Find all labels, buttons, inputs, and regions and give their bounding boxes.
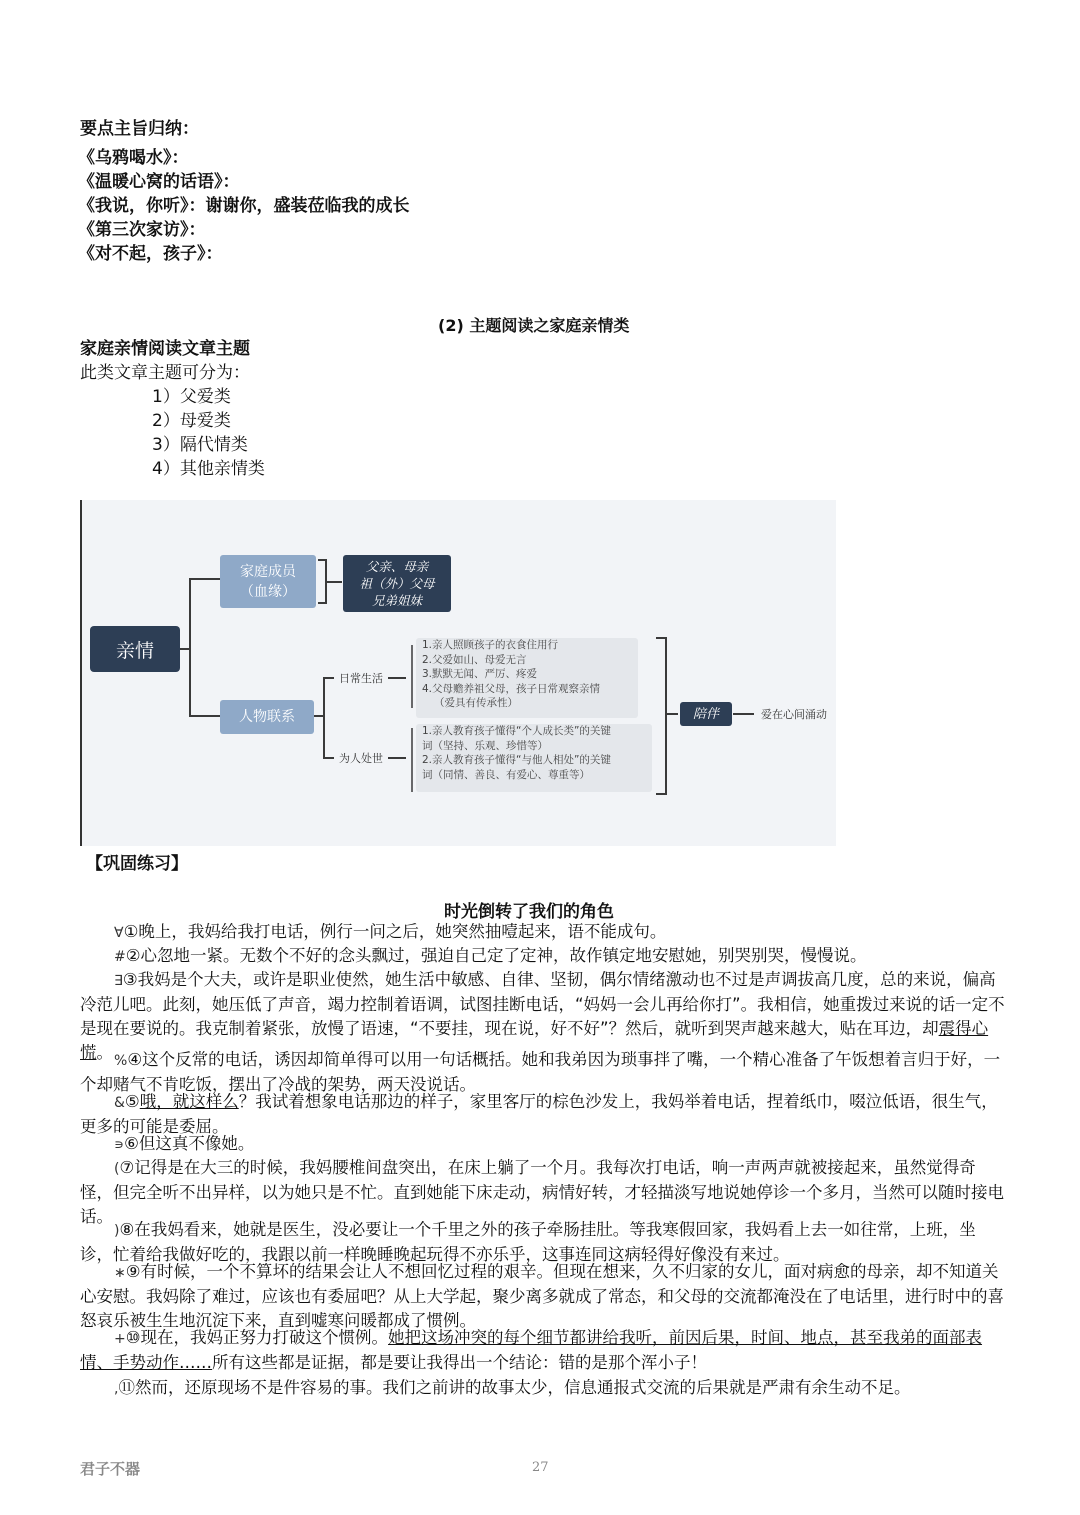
paragraph-marker: ∗ [114,1265,126,1281]
paragraph-tail: 。 [96,1043,113,1062]
companion-result: 爱在心间涌动 [761,708,827,721]
underlined-text: 她把这场冲突的每个细节都讲给我听，前因后果，时间、地点，甚至我弟的面部表情、手势动作…… [80,1328,983,1372]
paragraph-text: ⑨有时候，一个不算坏的结果会让人不想回忆过程的艰辛。但现在想来，久不归家的女儿，面对病愈的母亲，却不知道关心安慰。我妈除了难过，应该也有委屈吧？从上大学起，聚少离多就成了常态，和父母的交流都淹没在了电话里，进行时中的喜怒哀乐被生生地沉淀下来，直到嘘寒问暖都成了惯例。 [80,1262,1004,1330]
family-members-node [220,555,316,608]
members-line: 父亲、母亲 [365,559,429,574]
mindmap-root-node: 亲情 [90,626,180,672]
daily-item: 4.父母赡养祖父母，孩子日常观察亲情 [422,682,601,695]
paragraph-marker: ( [114,1161,120,1177]
conduct-item: 词（同情、善良、有爱心、尊重等） [422,768,590,781]
practice-label: 【巩固练习】 [86,854,188,874]
theme-list-item: 3）隔代情类 [152,435,248,455]
paragraph-marker: ∀ [114,925,124,941]
paragraph-text: ①晚上，我妈给我打电话，例行一问之后，她突然抽噎起来，语不能成句。 [123,922,667,941]
daily-life-details [416,638,638,718]
paragraph-marker: , [114,1381,119,1397]
family-members-label: 家庭成员 [240,563,296,580]
article-paragraph [80,1376,1005,1401]
members-line: 兄弟姐妹 [371,593,422,608]
conduct-item: 1.亲人教育孩子懂得“个人成长类”的关键 [422,725,611,737]
daily-item: （爱具有传承性） [434,697,518,709]
family-members-sublabel: （血缘） [240,583,296,600]
article-paragraph [80,1132,1005,1157]
members-box [343,555,451,612]
daily-item: 2.父爱如山、母爱无言 [422,653,527,666]
theme-list-item: 4）其他亲情类 [152,459,265,479]
conduct-item: 词（坚持、乐观、珍惜等） [422,739,548,752]
article-title: 时光倒转了我们的角色 [444,902,614,922]
paragraph-text: ③我妈是个大夫，或许是职业使然，她生活中敏感、自律、坚韧，偶尔情绪激动也不过是声调拔高几度，总的来说，偏高冷范儿吧。此刻，她压低了声音，竭力控制着语调，试图挂断电话，“妈妈一会儿再给你打”。我相信，她重拨过来说的话一定不是现在要说的。我克制着紧张，放慢了语速，“不要挂，现在说，好不好”？然后，就听到哭声越来越大，贴在耳边，却 [80,970,1005,1038]
paragraph-marker: & [114,1095,125,1111]
companion-node: 陪伴 [680,702,732,726]
theme-list-item: 1）父爱类 [152,387,231,407]
article-paragraph [80,1260,1005,1333]
section-subtitle: 家庭亲情阅读文章主题 [80,339,250,359]
paragraph-marker: ) [114,1223,120,1239]
page-number: 27 [532,1460,549,1475]
theme-list-item: 2）母爱类 [152,411,231,431]
paragraph-marker: % [114,1053,128,1069]
conduct-item: 2.亲人教育孩子懂得“与他人相处”的关键 [422,754,611,766]
paragraph-marker: + [114,1331,126,1347]
paragraph-marker: # [114,949,126,965]
article-paragraph [80,920,1005,945]
paragraph-marker: ∍ [114,1137,125,1153]
daily-life-node: 日常生活 [339,672,383,685]
section-title: (2) 主题阅读之家庭亲情类 [438,316,630,335]
paragraph-tail: ？我试着想象电话那边的样子，家里客厅的棕色沙发上，我妈举着电话，捏着纸巾，啜泣低语，很生气，更多的可能是委屈。 [80,1092,998,1136]
underlined-text: 震得心慌 [80,1019,989,1062]
paragraph-tail: 所有这些都是证据，都是要让我得出一个结论：错的是那个浑小子！ [212,1353,707,1372]
underlined-text: 哦，就这样么 [139,1092,239,1111]
summary-heading: 要点主旨归纳： [80,119,199,139]
paragraph-text: ⑤ [124,1092,140,1111]
members-line: 祖（外）父母 [359,576,435,591]
person-connection-node: 人物联系 [220,700,314,734]
section-intro: 此类文章主题可分为： [80,363,250,383]
paragraph-text: ⑩现在，我妈正努力打破这个惯例。 [125,1328,389,1347]
paragraph-text: ④这个反常的电话，诱因却简单得可以用一句话概括。她和我弟因为琐事拌了嘴，一个精心准备了午饭想着言归于好，一个却赌气不肯吃饭，摆出了冷战的架势，两天没说话。 [80,1050,1001,1094]
family-mindmap [80,500,836,846]
paragraph-text: ⑥但这真不像她。 [124,1134,255,1153]
summary-item: 《乌鸦喝水》： [78,148,189,168]
paragraph-text: ⑪然而，还原现场不是件容易的事。我们之前讲的故事太少，信息通报式交流的后果就是严肃有余生动不足。 [118,1378,911,1397]
paragraph-text: ⑦记得是在大三的时候，我妈腰椎间盘突出，在床上躺了一个月。我每次打电话，响一声两声就被接起来，虽然觉得奇怪，但完全听不出异样，以为她只是不忙。直到她能下床走动，病情好转，才轻描淡写地说她停诊一个多月，当然可以随时接电话。 [80,1158,1004,1226]
summary-item: 《第三次家访》： [78,220,206,240]
article-paragraph [80,944,1005,969]
paragraph-marker: ∃ [114,973,123,989]
article-paragraph [80,1326,1005,1375]
paragraph-text: ②心忽地一紧。无数个不好的念头飘过，强迫自己定了定神，故作镇定地安慰她，别哭别哭，慢慢说。 [125,946,867,965]
daily-item: 1.亲人照顾孩子的衣食住用行 [422,639,559,651]
summary-item: 《对不起，孩子》： [78,244,223,264]
footer-motto: 君子不器 [80,1460,141,1478]
summary-item: 《温暖心窝的话语》： [78,172,240,192]
conduct-details [416,724,652,792]
daily-item: 3.默默无闻、严厉、疼爱 [422,668,538,680]
summary-item: 《我说，你听》：谢谢你，盛装莅临我的成长 [78,196,410,216]
conduct-node: 为人处世 [339,752,383,765]
paragraph-text: ⑧在我妈看来，她就是医生，没必要让一个千里之外的孩子牵肠挂肚。等我寒假回家，我妈看上去一如往常，上班，坐诊，忙着给我做好吃的，我跟以前一样晚睡晚起玩得不亦乐乎，这事连同这病轻得好像没有来过。 [80,1220,976,1264]
